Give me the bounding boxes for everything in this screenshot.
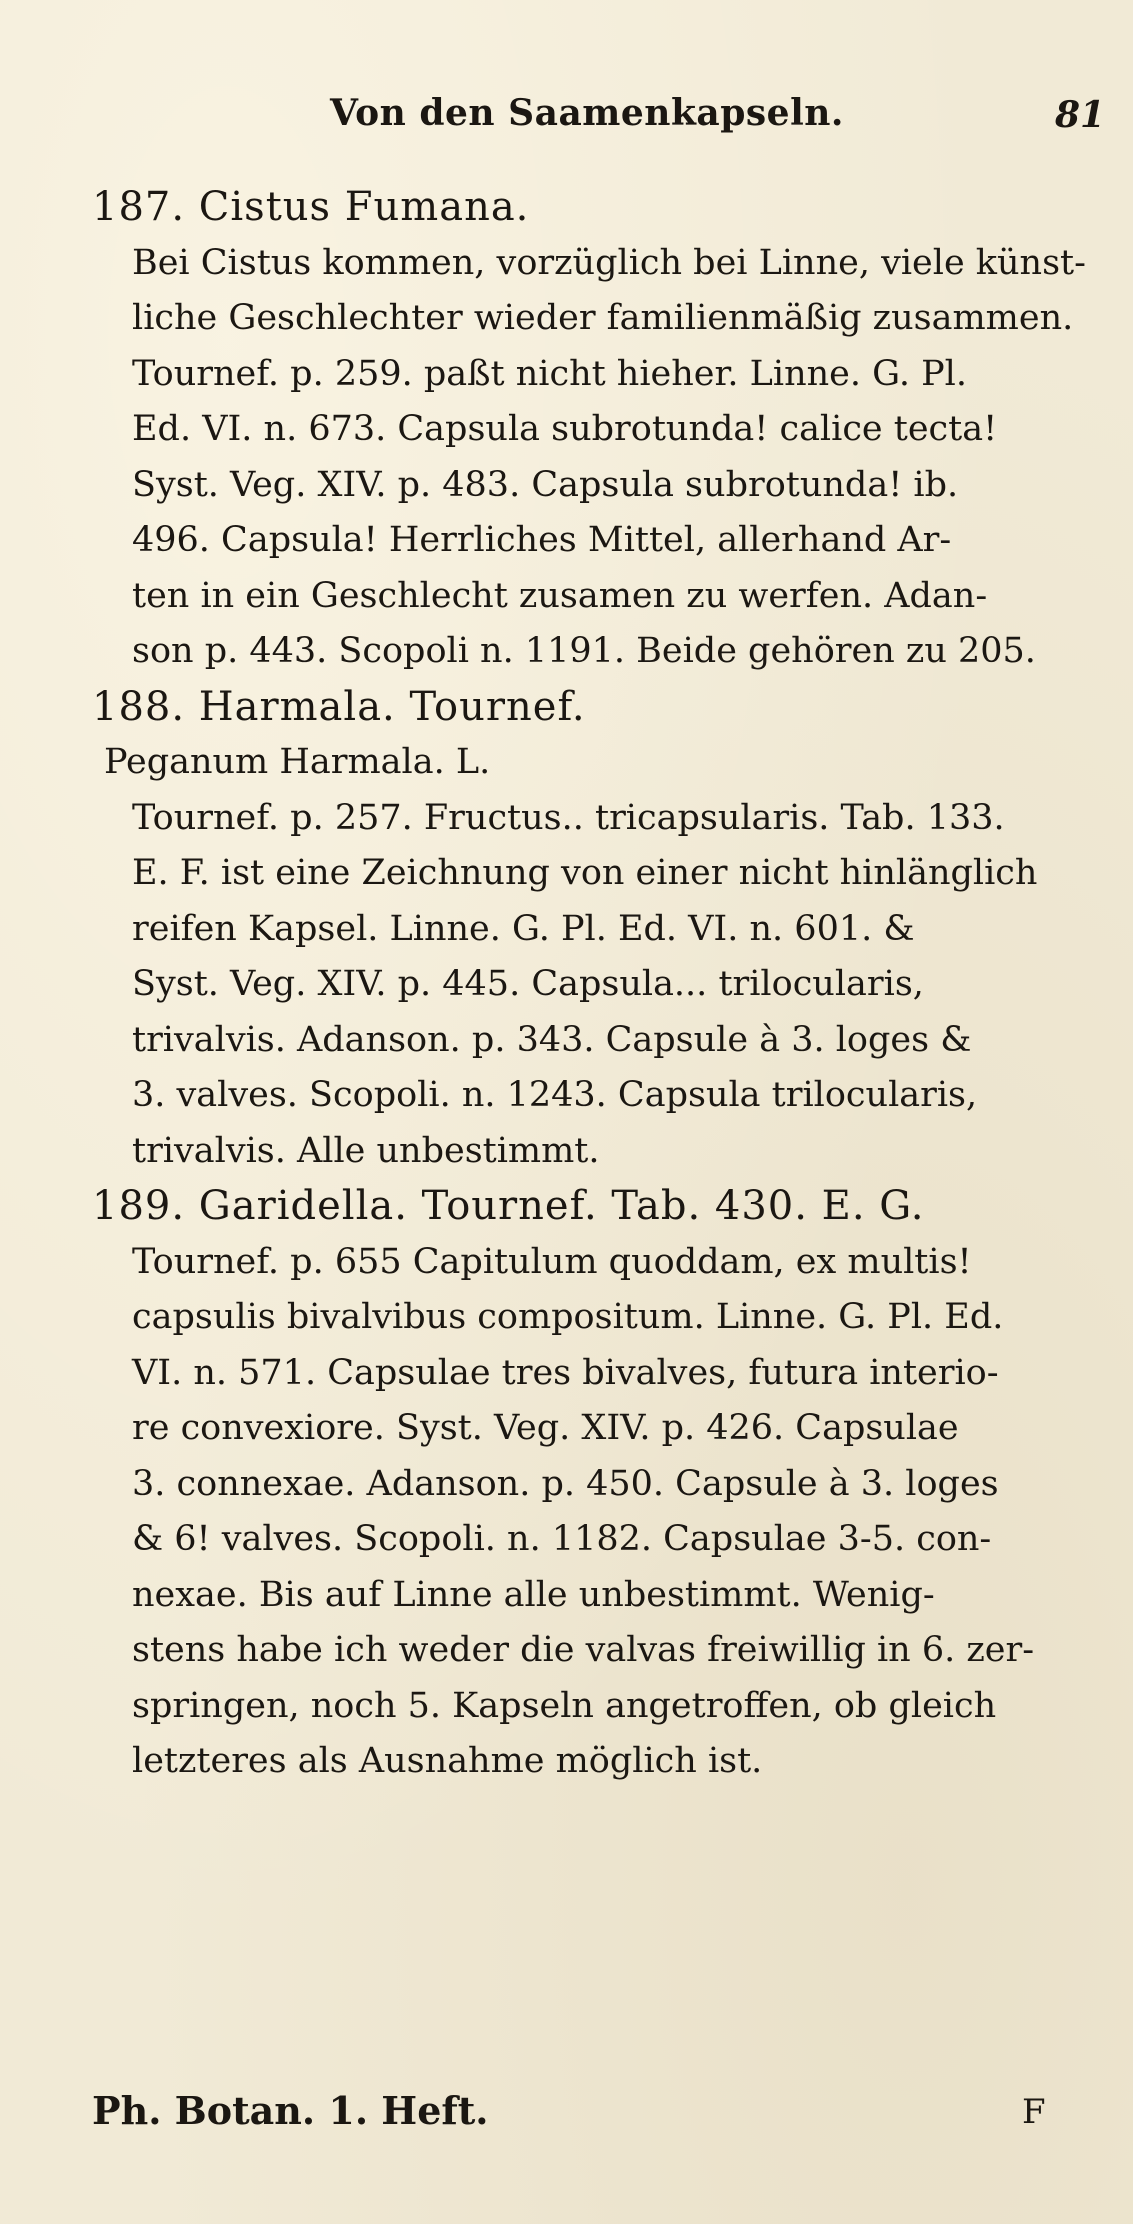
text-line: reifen Kapsel. Linne. G. Pl. Ed. VI. n. 601. & (132, 908, 915, 949)
text-line: nexae. Bis auf Linne alle unbestimmt. Wenig- (132, 1574, 935, 1615)
page-number: 81 (1055, 94, 1106, 136)
text-line: stens habe ich weder die valvas freiwillig in 6. zer- (132, 1630, 1035, 1670)
page-footer (92, 2088, 1092, 2148)
text-line: son p. 443. Scopoli n. 1191. Beide gehören zu 205. (132, 631, 1036, 671)
text-line: springen, noch 5. Kapseln angetroffen, ob gleich (132, 1685, 997, 1726)
text-line: Tournef. p. 257. Fructus.. tricapsularis. Tab. 133. (132, 797, 1005, 838)
gathering-signature: Ph. Botan. 1. Heft. (92, 2088, 489, 2133)
text-line: 3. valves. Scopoli. n. 1243. Capsula trilocularis, (132, 1075, 978, 1115)
text-line: ten in ein Geschlecht zusamen zu werfen. Adan- (132, 575, 988, 616)
entry-heading-187: 187. Cistus Fumana. (92, 184, 530, 230)
text-line: & 6! valves. Scopoli. n. 1182. Capsulae 3-5. con- (132, 1519, 992, 1559)
text-line: Tournef. p. 259. paßt nicht hieher. Linne. G. Pl. (132, 353, 967, 394)
text-line: liche Geschlechter wieder familienmäßig zusammen. (132, 298, 1074, 338)
text-line: Ed. VI. n. 673. Capsula subrotunda! calice tecta! (132, 409, 998, 449)
text-line: Syst. Veg. XIV. p. 445. Capsula... trilocularis, (132, 964, 924, 1004)
text-line: Bei Cistus kommen, vorzüglich bei Linne, viele künst- (132, 242, 1086, 283)
text-line: letzteres als Ausnahme möglich ist. (132, 1741, 763, 1781)
entry-heading-189: 189. Garidella. Tournef. Tab. 430. E. G. (92, 1183, 925, 1229)
text-line: trivalvis. Alle unbestimmt. (132, 1130, 600, 1171)
text-line: Syst. Veg. XIV. p. 483. Capsula subrotunda! ib. (132, 464, 959, 505)
text-line: trivalvis. Adanson. p. 343. Capsule à 3. loges & (132, 1019, 972, 1060)
page-header (0, 92, 1133, 152)
text-line: Peganum Harmala. L. (104, 742, 491, 782)
text-line: VI. n. 571. Capsulae tres bivalves, futura interio- (132, 1352, 999, 1393)
signature-mark: F (1022, 2092, 1046, 2132)
running-head: Von den Saamenkapseln. (330, 92, 844, 134)
entry-heading-188: 188. Harmala. Tournef. (92, 683, 586, 730)
text-line: 496. Capsula! Herrliches Mittel, allerhand Ar- (132, 520, 952, 560)
text-line: E. F. ist eine Zeichnung von einer nicht hinlänglich (132, 853, 1038, 893)
text-line: Tournef. p. 655 Capitulum quoddam, ex multis! (132, 1241, 972, 1282)
text-line: 3. connexae. Adanson. p. 450. Capsule à 3. loges (132, 1463, 999, 1504)
text-line: re convexiore. Syst. Veg. XIV. p. 426. Capsulae (132, 1408, 959, 1448)
text-line: capsulis bivalvibus compositum. Linne. G. Pl. Ed. (132, 1297, 1004, 1337)
body-text (92, 180, 1092, 1790)
